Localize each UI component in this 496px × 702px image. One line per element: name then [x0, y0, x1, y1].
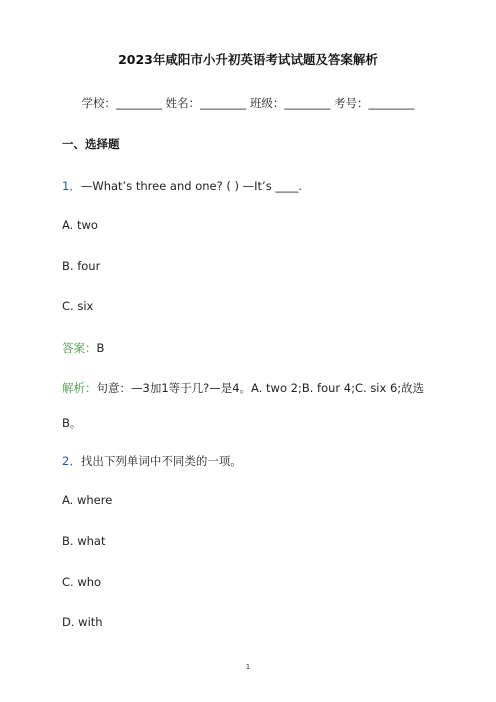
question-1-analysis-row	[62, 380, 424, 396]
section-heading: 一、选择题	[62, 137, 120, 151]
question-1-option-a: A. two	[62, 218, 98, 232]
question-2-stem: 找出下列单词中不同类的一项。	[80, 454, 242, 468]
question-1-option-c: C. six	[62, 299, 94, 313]
question-2-option-a: A. where	[62, 493, 113, 507]
question-1-number: 1．	[62, 179, 81, 193]
question-2-number: 2．	[62, 454, 81, 468]
student-info-line: 学校：________ 姓名：________ 班级：________ 考号：________	[81, 96, 415, 110]
question-1-answer-row	[62, 340, 104, 356]
question-2-stem-row	[62, 453, 242, 469]
question-1-option-b: B. four	[62, 259, 101, 273]
answer-label: 答案：	[62, 341, 97, 355]
question-2-option-b: B. what	[62, 534, 106, 548]
question-1-analysis: 句意：—3加1等于几?—是4。A. two 2;B. four 4;C. six 6;故选	[96, 381, 425, 395]
document-title: 2023年咸阳市小升初英语考试试题及答案解析	[118, 52, 378, 67]
question-1-analysis-continued: B。	[62, 416, 82, 430]
question-1-stem: —What’s three and one? ( ) —It’s ____.	[80, 179, 303, 193]
question-2-option-d: D. with	[62, 615, 103, 629]
question-1-stem-row	[62, 178, 302, 194]
question-1-answer: B	[96, 341, 105, 355]
question-2-option-c: C. who	[62, 575, 102, 589]
page-number: 1	[245, 663, 251, 671]
analysis-label: 解析：	[62, 381, 97, 395]
